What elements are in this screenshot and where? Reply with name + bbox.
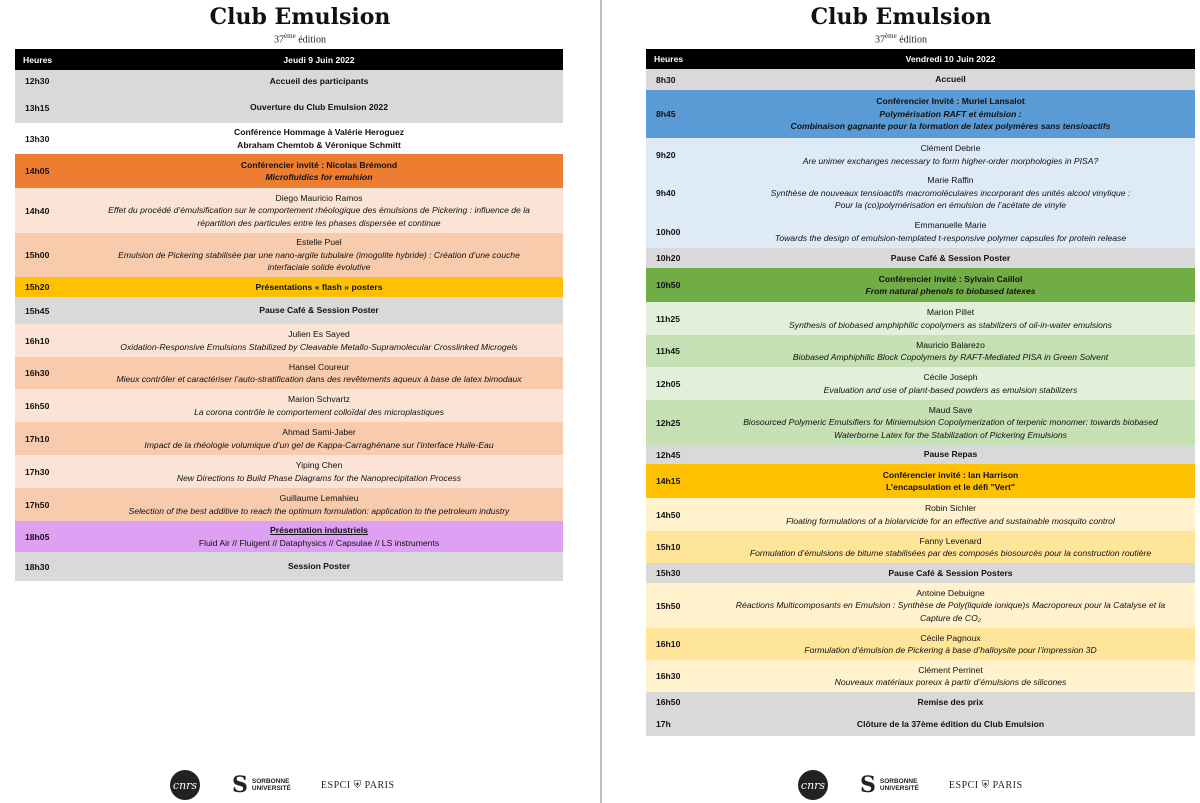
row-line-secondary: Selection of the best additive to reach the optimum formulation: application to the petroleum industry	[128, 505, 510, 516]
row-time: 17h	[656, 719, 671, 729]
row-line-secondary: Combinaison gagnante pour la formation de latex polymères sans tensioactifs	[790, 121, 1111, 132]
row-line-primary: Pause Café & Session Poster	[890, 252, 1011, 263]
row-time: 11h25	[656, 313, 680, 324]
schedule-row	[15, 154, 563, 188]
row-line-primary: Maud Save	[928, 404, 973, 415]
row-line-primary: Yiping Chen	[295, 460, 343, 470]
schedule-table-day1	[15, 49, 563, 581]
schedule-row	[15, 552, 563, 581]
row-time: 15h00	[25, 250, 50, 260]
row-line-primary: Conférencier invité : Sylvain Caillol	[878, 273, 1023, 284]
row-line-primary: Diego Mauricio Ramos	[275, 192, 363, 203]
schedule-row	[646, 69, 1195, 90]
row-line-secondary: Waterborne Latex for the Stabilization of Pickering Emulsions	[834, 429, 1067, 440]
row-line-secondary: New Directions to Build Phase Diagrams for the Nanoprecipitation Process	[176, 472, 462, 483]
schedule-row	[646, 268, 1195, 302]
row-line-secondary: Abraham Chemtob & Véronique Schmitt	[237, 139, 401, 150]
row-content	[75, 297, 563, 324]
espci-logo: ESPCI ⛨ PARIS	[948, 779, 1023, 791]
row-content	[75, 70, 563, 92]
espci-logo: ESPCI ⛨ PARIS	[320, 779, 395, 791]
logo-bar	[798, 770, 1023, 800]
row-line-primary: Julien Es Sayed	[288, 329, 350, 339]
row-line-primary: Remise des prix	[917, 696, 984, 707]
row-content	[75, 521, 563, 552]
row-content	[75, 455, 563, 488]
row-time: 14h05	[25, 166, 50, 176]
schedule-row	[646, 583, 1195, 628]
row-line-primary: Fanny Levenard	[919, 535, 982, 546]
row-time: 17h30	[25, 466, 50, 477]
row-content	[706, 248, 1195, 268]
row-content	[706, 90, 1195, 138]
row-line-primary: Mauricio Balarezo	[916, 339, 985, 350]
row-content	[706, 498, 1195, 531]
row-time: 16h30	[25, 368, 50, 378]
row-line-primary: Marion Pillet	[926, 307, 975, 317]
schedule-row	[646, 400, 1195, 445]
row-content	[706, 692, 1195, 712]
row-time: 9h40	[656, 188, 676, 198]
row-line-primary: Présentation industriels	[270, 525, 368, 535]
row-line-secondary: Capture de CO₂	[919, 612, 982, 623]
row-time: 15h30	[656, 568, 681, 578]
row-time: 18h30	[25, 561, 50, 572]
schedule-row	[15, 297, 563, 324]
row-content	[706, 660, 1195, 692]
schedule-row	[646, 628, 1195, 660]
row-line-primary: Robin Sichler	[924, 503, 977, 513]
row-line-primary: Ouverture du Club Emulsion 2022	[249, 102, 388, 113]
row-time: 12h05	[656, 378, 681, 389]
row-line-secondary: Impact de la rhéologie volumique d’un gel de Kappa-Carraghénane sur l’interface Huile-Eau	[144, 439, 494, 450]
row-content	[706, 367, 1195, 400]
schedule-row	[15, 70, 563, 92]
schedule-row	[646, 531, 1195, 563]
schedule-row	[15, 389, 563, 422]
schedule-row	[646, 445, 1195, 464]
row-time: 16h50	[25, 400, 50, 411]
table-header-row	[15, 49, 563, 70]
row-line-primary: Accueil	[935, 74, 966, 85]
schedule-row	[15, 188, 563, 233]
row-line-primary: Présentations « flash » posters	[255, 281, 383, 292]
edition-label: 37ème édition	[875, 32, 927, 46]
row-content	[75, 357, 563, 389]
row-line-secondary: L’encapsulation et le défi "Vert"	[886, 482, 1015, 492]
row-line-secondary: Emulsion de Pickering stabilisée par une nano-argile tubulaire (imogolite hybride) : Création d’une couche	[118, 249, 520, 260]
row-content	[706, 464, 1195, 498]
row-line-primary: Antoine Debuigne	[916, 587, 985, 598]
row-content	[706, 445, 1195, 464]
row-line-secondary: Formulation d’émulsion de Pickering à base d’halloysite pour l’impression 3D	[804, 645, 1097, 655]
schedule-row	[646, 215, 1195, 248]
row-time: 10h50	[656, 280, 681, 290]
row-time: 14h50	[656, 509, 681, 520]
row-line-primary: Pause Café & Session Posters	[888, 567, 1013, 578]
sorbonne-logo: S SORBONNE UNIVERSITÉ	[860, 772, 919, 798]
row-content	[75, 324, 563, 357]
row-time: 14h40	[25, 205, 50, 216]
cnrs-logo: cnrs	[798, 770, 828, 800]
row-line-secondary: Synthesis of biobased amphiphilic copolymers as stabilizers of oil-in-water emulsions	[789, 319, 1112, 330]
row-content	[706, 628, 1195, 660]
page-day2	[602, 0, 1200, 803]
row-content	[706, 400, 1195, 445]
row-time: 15h45	[25, 305, 50, 316]
schedule-row	[15, 92, 563, 123]
row-time: 16h30	[656, 671, 681, 681]
row-line-primary: Accueil des participants	[269, 75, 369, 86]
row-content	[75, 233, 563, 277]
row-content	[706, 712, 1195, 736]
row-time: 18h05	[25, 531, 50, 542]
row-time: 17h50	[25, 499, 50, 510]
row-line-primary: Pause Café & Session Poster	[259, 305, 379, 316]
row-line-primary: Conférence Hommage à Valérie Heroguez	[233, 127, 405, 137]
header-day: Jeudi 9 Juin 2022	[75, 49, 563, 70]
schedule-row	[646, 248, 1195, 268]
row-line-primary: Clôture de la 37ème édition du Club Emulsion	[856, 718, 1045, 729]
row-time: 17h10	[25, 433, 50, 444]
schedule-row	[646, 302, 1195, 335]
row-time: 13h30	[25, 133, 50, 144]
schedule-row	[15, 324, 563, 357]
row-content	[75, 277, 563, 297]
row-time: 15h10	[656, 542, 681, 552]
row-line-secondary: From natural phenols to biobased latexes	[865, 286, 1036, 296]
row-line-secondary: Microfluidics for emulsion	[265, 172, 373, 182]
schedule-row	[15, 123, 563, 154]
row-line-secondary: La corona contrôle le comportement colloïdal des microplastiques	[194, 406, 444, 417]
row-line-primary: Emmanuelle Marie	[914, 220, 987, 230]
row-line-secondary: Fluid Air // Fluigent // Dataphysics // Capsulae // LS instruments	[198, 537, 440, 548]
row-line-primary: Conférencier invité : Ian Harrison	[882, 469, 1019, 480]
row-time: 12h25	[656, 417, 681, 428]
row-time: 13h15	[25, 102, 50, 113]
row-line-primary: Conférencier Invité : Muriel Lansalot	[876, 96, 1025, 107]
schedule-row	[646, 464, 1195, 498]
cnrs-logo: cnrs	[170, 770, 200, 800]
row-content	[706, 171, 1195, 215]
schedule-table-day2	[646, 49, 1195, 736]
row-line-secondary: interfaciale solide évolutive	[267, 262, 371, 273]
row-line-primary: Cécile Joseph	[923, 372, 978, 382]
row-content	[706, 335, 1195, 367]
edition-label: 37ème édition	[274, 32, 326, 46]
row-line-primary: Estelle Puel	[296, 237, 342, 248]
row-time: 10h00	[656, 226, 681, 237]
row-time: 12h30	[25, 76, 50, 86]
row-content	[706, 138, 1195, 171]
row-line-primary: Pause Repas	[923, 449, 978, 460]
row-content	[706, 583, 1195, 628]
row-line-secondary: Towards the design of emulsion-templated t-responsive polymer capsules for protein release	[774, 232, 1127, 243]
row-line-secondary: Pour la (co)polymérisation en émulsion de l’acétate de vinyle	[834, 200, 1067, 211]
schedule-row	[646, 692, 1195, 712]
row-line-primary: Clément Perrinet	[918, 664, 983, 675]
row-content	[75, 552, 563, 581]
row-content	[75, 188, 563, 233]
schedule-row	[15, 233, 563, 277]
row-content	[706, 69, 1195, 90]
logo-bar	[170, 770, 395, 800]
row-content	[75, 123, 563, 154]
row-line-primary: Conférencier invité : Nicolas Brémond	[240, 159, 398, 170]
doc-title: Club Emulsion	[810, 4, 992, 30]
row-line-secondary: Are unimer exchanges necessary to form higher-order morphologies in PISA?	[802, 155, 1099, 166]
row-time: 12h45	[656, 449, 681, 460]
row-time: 16h10	[25, 335, 50, 346]
row-line-primary: Guillaume Lemahieu	[279, 493, 359, 503]
schedule-row	[15, 357, 563, 389]
row-line-secondary: Nouveaux matériaux poreux à partir d’émulsions de silicones	[834, 677, 1067, 687]
schedule-row	[15, 455, 563, 488]
row-content	[706, 215, 1195, 248]
row-time: 14h15	[656, 476, 681, 486]
schedule-row	[15, 277, 563, 297]
row-content	[75, 488, 563, 521]
schedule-row	[15, 521, 563, 552]
doc-title: Club Emulsion	[209, 4, 391, 30]
row-line-secondary: Mieux contrôler et caractériser l’auto-stratification dans des revêtements aqueux à base de latex bimodaux	[116, 374, 522, 384]
schedule-row	[646, 138, 1195, 171]
schedule-row	[15, 488, 563, 521]
table-header-row	[646, 49, 1195, 69]
row-content	[706, 531, 1195, 563]
schedule-row	[646, 367, 1195, 400]
row-line-secondary: Oxidation-Responsive Emulsions Stabilized by Cleavable Metallo-Supramolecular Crosslinked Microgels	[120, 341, 518, 352]
row-content	[75, 422, 563, 455]
schedule-row	[646, 712, 1195, 736]
row-line-primary: Hansel Coureur	[288, 361, 350, 372]
row-time: 9h20	[656, 149, 676, 160]
row-content	[75, 389, 563, 422]
row-line-primary: Clément Debrie	[920, 143, 981, 153]
row-time: 8h30	[656, 74, 676, 85]
row-content	[706, 563, 1195, 583]
row-time: 16h50	[656, 697, 681, 707]
row-time: 8h45	[656, 109, 676, 119]
row-content	[75, 92, 563, 123]
header-hours: Heures	[646, 49, 706, 69]
header-hours: Heures	[15, 49, 75, 70]
row-line-primary: Marie Raffin	[927, 175, 974, 186]
schedule-row	[646, 335, 1195, 367]
row-line-secondary: Formulation d’émulsions de bitume stabilisées par des composés biosourcés pour la construction routière	[749, 548, 1152, 558]
row-line-secondary: Evaluation and use of plant-based powders as emulsion stabilizers	[823, 384, 1078, 395]
header-day: Vendredi 10 Juin 2022	[706, 49, 1195, 69]
row-line-secondary: répartition des particules entre les phases dispersée et continue	[197, 217, 441, 228]
schedule-row	[15, 422, 563, 455]
row-time: 11h45	[656, 346, 680, 356]
row-line-secondary: Floating formulations of a biolarvicide for an effective and sustainable mosquito control	[786, 515, 1115, 526]
schedule-row	[646, 563, 1195, 583]
row-line-secondary: Biosourced Polymeric Emulsifiers for Miniemulsion Copolymerization of terpenic monomer: towards biobased	[743, 417, 1158, 428]
sorbonne-logo: S SORBONNE UNIVERSITÉ	[232, 772, 291, 798]
schedule-row	[646, 498, 1195, 531]
row-line-secondary: Réactions Multicomposants en Emulsion : Synthèse de Poly(liquide ionique)s Macroporeux pour la Catalyse et la	[735, 600, 1166, 611]
row-content	[75, 154, 563, 188]
row-line-primary: Session Poster	[287, 561, 351, 572]
row-line-secondary: Synthèse de nouveaux tensioactifs macromoléculaires incorporant des unités alcool vinylique :	[770, 187, 1131, 198]
row-time: 10h20	[656, 253, 681, 263]
row-line-primary: Ahmad Sami-Jaber	[282, 427, 356, 437]
row-line-primary: Cécile Pagnoux	[920, 632, 981, 643]
row-content	[706, 268, 1195, 302]
row-line-secondary: Effet du procédé d’émulsification sur le comportement rhéologique des émulsions de Pickering : influence de la	[108, 205, 530, 216]
schedule-row	[646, 90, 1195, 138]
row-line-secondary: Biobased Amphiphilic Block Copolymers by RAFT-Mediated PISA in Green Solvent	[792, 352, 1109, 362]
schedule-row	[646, 171, 1195, 215]
row-time: 16h10	[656, 639, 681, 649]
row-time: 15h50	[656, 600, 681, 611]
schedule-row	[646, 660, 1195, 692]
row-line-secondary: Polymérisation RAFT et émulsion :	[879, 108, 1022, 119]
row-content	[706, 302, 1195, 335]
row-line-primary: Marion Schvartz	[287, 394, 351, 404]
row-time: 15h20	[25, 282, 50, 292]
